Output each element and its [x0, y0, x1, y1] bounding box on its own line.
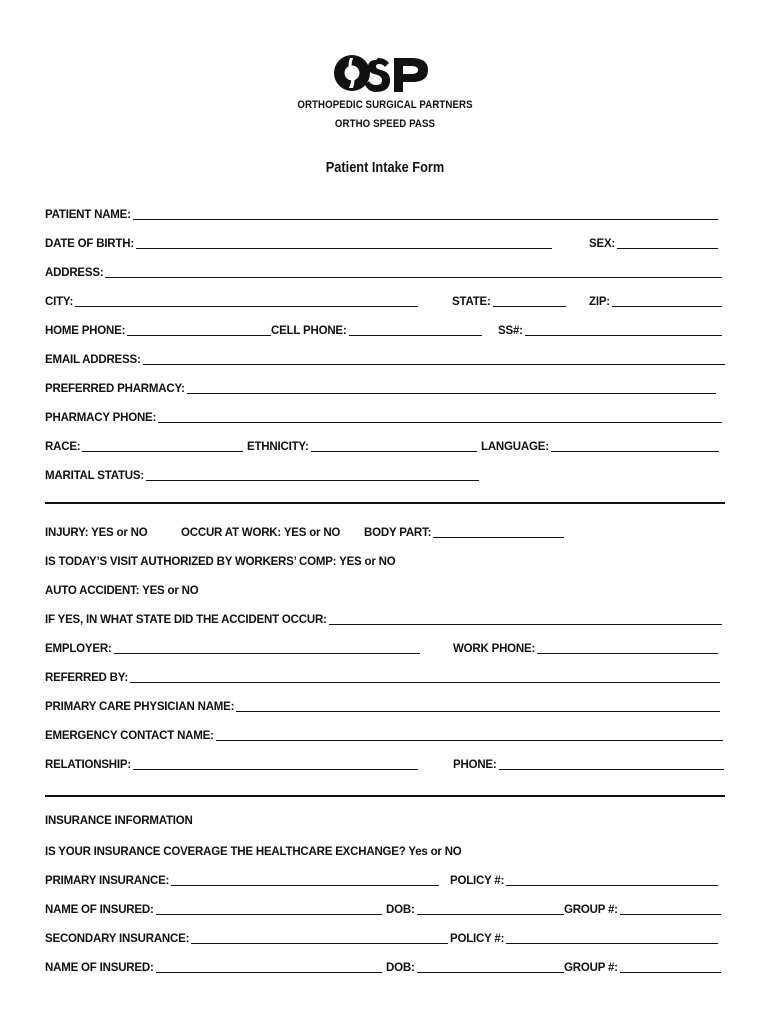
label: PRIMARY INSURANCE:	[45, 875, 170, 887]
marital-status-field[interactable]	[45, 467, 479, 483]
input-line[interactable]	[114, 653, 420, 654]
label: RACE:	[45, 441, 81, 453]
input-line[interactable]	[130, 682, 720, 683]
row-emergency-contact	[45, 727, 725, 743]
input-line[interactable]	[506, 943, 718, 944]
input-line[interactable]	[349, 335, 482, 336]
exchange-question[interactable]	[45, 843, 462, 859]
body-part-field[interactable]	[364, 524, 564, 540]
row-secondary-insurance	[45, 930, 725, 946]
input-line[interactable]	[136, 248, 552, 249]
input-line[interactable]	[156, 972, 382, 973]
input-line[interactable]	[143, 364, 725, 365]
input-line[interactable]	[617, 248, 718, 249]
label: IF YES, IN WHAT STATE DID THE ACCIDENT OCCUR:	[45, 614, 327, 626]
group-field[interactable]	[564, 901, 721, 917]
primary-insurance-field[interactable]	[45, 872, 439, 888]
row-relationship-phone	[45, 756, 725, 772]
label: IS TODAY’S VISIT AUTHORIZED BY WORKERS’ COMP: YES or NO	[45, 556, 396, 568]
section-divider	[45, 795, 725, 797]
row-patient-name	[45, 206, 725, 222]
label: OCCUR AT WORK: YES or NO	[181, 527, 341, 539]
insured-name-field[interactable]	[45, 901, 382, 917]
label: POLICY #:	[450, 875, 505, 887]
pharmacy-phone-field[interactable]	[45, 409, 722, 425]
input-line[interactable]	[127, 335, 271, 336]
pcp-field[interactable]	[45, 698, 720, 714]
input-line[interactable]	[216, 740, 723, 741]
work-phone-field[interactable]	[453, 640, 718, 656]
sex-field[interactable]	[589, 235, 718, 251]
label: PATIENT NAME:	[45, 209, 131, 221]
row-email	[45, 351, 725, 367]
email-field[interactable]	[45, 351, 725, 367]
pharmacy-field[interactable]	[45, 380, 716, 396]
label: SS#:	[498, 325, 523, 337]
occur-at-work-question[interactable]	[181, 524, 340, 540]
row-workers-comp	[45, 553, 725, 569]
dob-field[interactable]	[45, 235, 552, 251]
secondary-group-field[interactable]	[564, 959, 721, 975]
input-line[interactable]	[105, 277, 722, 278]
section-divider	[45, 502, 725, 504]
input-line[interactable]	[612, 306, 722, 307]
input-line[interactable]	[506, 885, 718, 886]
label: DOB:	[386, 904, 415, 916]
accident-state-field[interactable]	[45, 611, 722, 627]
secondary-insured-name-field[interactable]	[45, 959, 382, 975]
org-name: ORTHOPEDIC SURGICAL PARTNERS	[297, 99, 473, 111]
row-primary-insurance	[45, 872, 725, 888]
input-line[interactable]	[191, 943, 448, 944]
label: ADDRESS:	[45, 267, 104, 279]
race-field[interactable]	[45, 438, 243, 454]
state-field[interactable]	[452, 293, 566, 309]
input-line[interactable]	[493, 306, 566, 307]
secondary-policy-field[interactable]	[450, 930, 718, 946]
input-line[interactable]	[82, 451, 243, 452]
input-line[interactable]	[146, 480, 479, 481]
label: BODY PART:	[364, 527, 432, 539]
row-auto-accident	[45, 582, 725, 598]
input-line[interactable]	[417, 972, 564, 973]
label: RELATIONSHIP:	[45, 759, 131, 771]
row-exchange	[45, 843, 725, 859]
label: LANGUAGE:	[481, 441, 549, 453]
insured-dob-field[interactable]	[386, 901, 564, 917]
label: POLICY #:	[450, 933, 505, 945]
row-phones	[45, 322, 725, 338]
input-line[interactable]	[156, 914, 382, 915]
program-name: ORTHO SPEED PASS	[334, 118, 436, 130]
label: HOME PHONE:	[45, 325, 126, 337]
injury-question[interactable]	[45, 524, 147, 540]
insurance-heading: INSURANCE INFORMATION	[45, 815, 193, 827]
label: PHONE:	[453, 759, 497, 771]
referred-by-field[interactable]	[45, 669, 720, 685]
cell-phone-field[interactable]	[271, 322, 482, 338]
form-title: Patient Intake Form	[325, 160, 445, 176]
secondary-insured-dob-field[interactable]	[386, 959, 564, 975]
input-line[interactable]	[187, 393, 716, 394]
label: GROUP #:	[564, 904, 618, 916]
row-pharmacy-phone	[45, 409, 725, 425]
label: ETHNICITY:	[247, 441, 309, 453]
patient-name-field[interactable]	[45, 206, 718, 222]
row-dob-sex	[45, 235, 725, 251]
input-line[interactable]	[236, 711, 720, 712]
workers-comp-question[interactable]	[45, 553, 395, 569]
input-line[interactable]	[525, 335, 722, 336]
label: GROUP #:	[564, 962, 618, 974]
auto-accident-question[interactable]	[45, 582, 198, 598]
input-line[interactable]	[133, 219, 718, 220]
input-line[interactable]	[75, 306, 418, 307]
input-line[interactable]	[158, 422, 722, 423]
osp-logo	[332, 52, 438, 94]
home-phone-field[interactable]	[45, 322, 271, 338]
input-line[interactable]	[537, 653, 718, 654]
input-line[interactable]	[551, 451, 719, 452]
input-line[interactable]	[417, 914, 564, 915]
row-race-ethnicity-language	[45, 438, 725, 454]
employer-field[interactable]	[45, 640, 420, 656]
row-injury	[45, 524, 725, 540]
label: EMAIL ADDRESS:	[45, 354, 141, 366]
row-address	[45, 264, 725, 280]
input-line[interactable]	[620, 972, 721, 973]
input-line[interactable]	[499, 769, 724, 770]
input-line[interactable]	[171, 885, 439, 886]
input-line[interactable]	[133, 769, 418, 770]
phone-field[interactable]	[453, 756, 724, 772]
label: MARITAL STATUS:	[45, 470, 144, 482]
label: CELL PHONE:	[271, 325, 347, 337]
label: SEX:	[589, 238, 616, 250]
address-field[interactable]	[45, 264, 722, 280]
zip-field[interactable]	[589, 293, 722, 309]
relationship-field[interactable]	[45, 756, 418, 772]
input-line[interactable]	[329, 624, 722, 625]
row-insured-2	[45, 959, 725, 975]
secondary-insurance-field[interactable]	[45, 930, 448, 946]
row-pcp	[45, 698, 725, 714]
label: STATE:	[452, 296, 491, 308]
label: CITY:	[45, 296, 74, 308]
row-city-state-zip	[45, 293, 725, 309]
label: PREFERRED PHARMACY:	[45, 383, 185, 395]
label: EMERGENCY CONTACT NAME:	[45, 730, 214, 742]
row-marital	[45, 467, 725, 483]
label: PRIMARY CARE PHYSICIAN NAME:	[45, 701, 235, 713]
label: SECONDARY INSURANCE:	[45, 933, 190, 945]
ss-field[interactable]	[498, 322, 722, 338]
label: NAME OF INSURED:	[45, 904, 154, 916]
row-employer	[45, 640, 725, 656]
ethnicity-field[interactable]	[247, 438, 477, 454]
label: EMPLOYER:	[45, 643, 112, 655]
label: ZIP:	[589, 296, 610, 308]
label: NAME OF INSURED:	[45, 962, 154, 974]
input-line[interactable]	[620, 914, 721, 915]
label: INJURY: YES or NO	[45, 527, 148, 539]
policy-field[interactable]	[450, 872, 718, 888]
label: DOB:	[386, 962, 415, 974]
emergency-contact-field[interactable]	[45, 727, 723, 743]
label: DATE OF BIRTH:	[45, 238, 134, 250]
row-insured-1	[45, 901, 725, 917]
label: REFERRED BY:	[45, 672, 129, 684]
label: PHARMACY PHONE:	[45, 412, 157, 424]
label: WORK PHONE:	[453, 643, 536, 655]
row-accident-state	[45, 611, 725, 627]
language-field[interactable]	[481, 438, 719, 454]
label: AUTO ACCIDENT: YES or NO	[45, 585, 199, 597]
input-line[interactable]	[433, 537, 564, 538]
city-field[interactable]	[45, 293, 418, 309]
input-line[interactable]	[311, 451, 477, 452]
row-referred-by	[45, 669, 725, 685]
row-pharmacy	[45, 380, 725, 396]
label: IS YOUR INSURANCE COVERAGE THE HEALTHCARE EXCHANGE? Yes or NO	[45, 846, 462, 858]
